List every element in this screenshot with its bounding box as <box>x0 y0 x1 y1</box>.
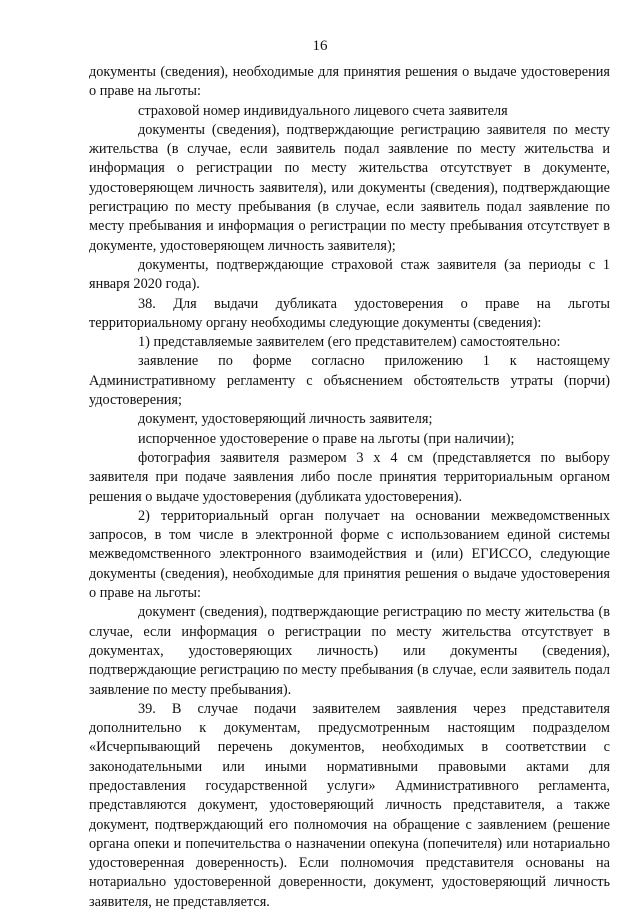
paragraph-continuation: документы (сведения), необходимые для принятия решения о выдаче удостоверения о праве на льготы: <box>89 64 610 100</box>
paragraph-item-1: 1) представляемые заявителем (его представителем) самостоятельно: <box>138 334 561 351</box>
paragraph-registration-docs: документы (сведения), подтверждающие регистрацию заявителя по месту жительства (в случае, если заявитель подал заявление по месту жительства и информация о регистрации по месту жительства отсутствует в документе, удостоверяющем личность заявителя), или документы (сведения), подтверждающие регистрацию по месту пребывания (в случае, если заявитель подал заявление по месту пребывания и информация о регистрации по месту пребывания отсутствует в документе, удостоверяющем личность заявителя); <box>89 121 610 254</box>
paragraph-photo: фотография заявителя размером 3 х 4 см (представляется по выбору заявителя при подаче заявления либо после принятия территориальным органом решения о выдаче удостоверения (дубликата удостоверения). <box>89 449 610 505</box>
document-body <box>89 63 610 912</box>
paragraph-application-form: заявление по форме согласно приложению 1 к настоящему Административному регламенту с объяснением обстоятельств утраты (порчи) удостоверения; <box>89 353 610 409</box>
paragraph-damaged-certificate: испорченное удостоверение о праве на льготы (при наличии); <box>138 430 515 447</box>
page-number: 16 <box>312 38 328 54</box>
paragraph-residence-registration: документ (сведения), подтверждающие регистрацию по месту жительства (в случае, если информация о регистрации по месту жительства отсутствует в документах, удостоверяющих личность) или документы (сведения), подтверждающие регистрацию по месту пребывания (в случае, если заявитель подал заявление по месту пребывания). <box>89 604 610 698</box>
paragraph-item-2: 2) территориальный орган получает на основании межведомственных запросов, в том числе в электронной форме с использованием единой системы межведомственного электронного взаимодействия и (или) ЕГИССО, следующие документы (сведения), необходимые для принятия решения о выдаче удостоверения о праве на льготы: <box>89 507 610 602</box>
paragraph-section-38: 38. Для выдачи дубликата удостоверения о праве на льготы территориальному органу необходимы следующие документы (сведения): <box>89 295 610 331</box>
paragraph-section-39: 39. В случае подачи заявителем заявления через представителя дополнительно к документам, предусмотренным настоящим подразделом «Исчерпывающий перечень документов, необходимых в соответствии с законодательными или иными нормативными правовыми актами для предоставления государственной услуги» Административного регламента, представляются документ, удостоверяющий личность представителя, а также документ, подтверждающий его полномочия на обращение с заявлением (решение органа опеки и попечительства о назначении опекуна (попечителя) или нотариально удостоверенная доверенность). Если полномочия представителя основаны на нотариально удостоверенной доверенности, документ, удостоверяющий личность заявителя, не представляется. <box>89 700 610 910</box>
paragraph-snils: страховой номер индивидуального лицевого счета заявителя <box>138 102 508 119</box>
paragraph-identity-document: документ, удостоверяющий личность заявителя; <box>138 411 433 428</box>
paragraph-insurance-record: документы, подтверждающие страховой стаж заявителя (за периоды с 1 января 2020 года). <box>89 256 610 293</box>
